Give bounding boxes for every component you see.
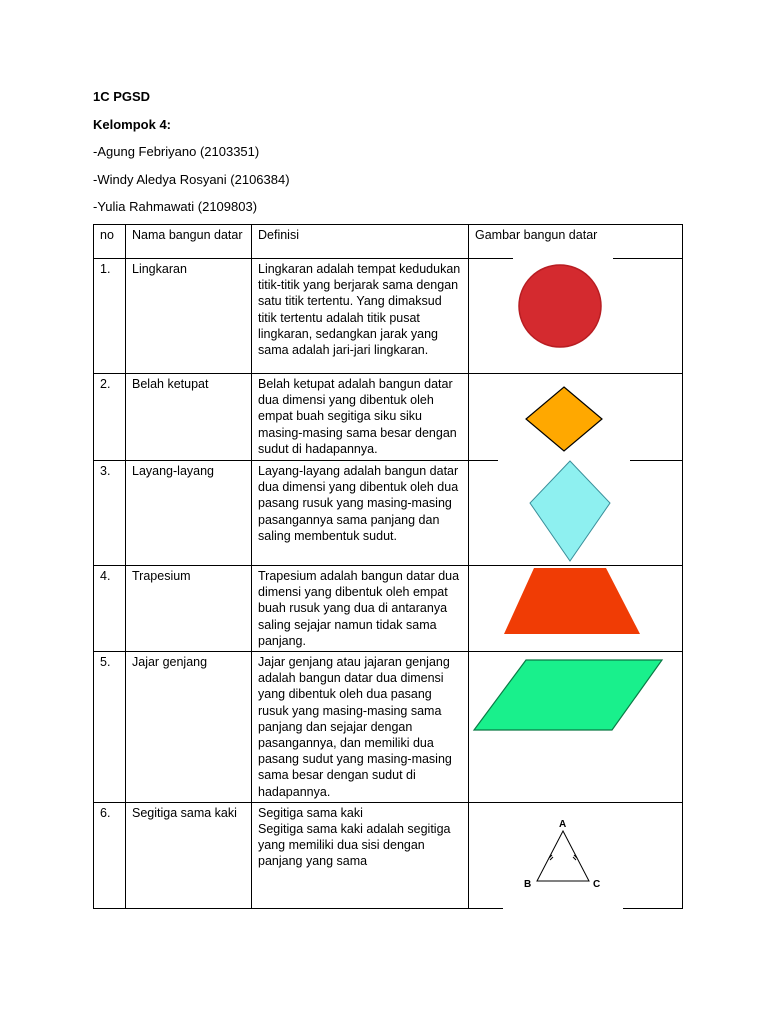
- kite-shape-icon: [498, 459, 630, 565]
- class-label: 1C PGSD: [93, 89, 151, 104]
- table-row: [94, 461, 683, 566]
- row-number: 3.: [94, 461, 126, 566]
- vertex-label-a: A: [559, 818, 567, 830]
- group-label: Kelompok 4:: [93, 117, 172, 132]
- shape-definition: Jajar genjang atau jajaran genjang adalah bangun datar dua dimensi yang dibentuk oleh dua pasang rusuk yang masing-masing sama panjang dan sejajar dengan pasangannya, dan memiliki dua pasang sudut yang masing-masing sama besar dengan sudut di hadapannya.: [252, 652, 469, 803]
- shape-image: [513, 258, 613, 362]
- shape-image: [498, 459, 630, 565]
- shape-definition: Belah ketupat adalah bangun datar dua dimensi yang dibentuk oleh empat buah segitiga siku siku masing-masing sama besar dengan sudut di hadapannya.: [252, 374, 469, 461]
- shape-picture-cell: [469, 652, 683, 803]
- table-row: [94, 566, 683, 652]
- header-name: Nama bangun datar: [126, 225, 252, 259]
- shape-name: Jajar genjang: [126, 652, 252, 803]
- shape-definition: [252, 802, 469, 908]
- table-row: [94, 652, 683, 803]
- row-number: 4.: [94, 566, 126, 652]
- isosceles-triangle-shape-icon: [503, 803, 623, 909]
- member-1: -Agung Febriyano (2103351): [93, 144, 260, 159]
- parallelogram-shape-icon: [469, 652, 681, 742]
- shape-picture-cell: [469, 259, 683, 374]
- member-3: -Yulia Rahmawati (2109803): [93, 199, 258, 214]
- vertex-label-c: C: [593, 878, 601, 890]
- table-row: [94, 802, 683, 908]
- table-row: [94, 374, 683, 461]
- table-header-row: [94, 225, 683, 259]
- shape-name: Layang-layang: [126, 461, 252, 566]
- header-picture: Gambar bangun datar: [469, 225, 683, 259]
- shape-image: [516, 379, 622, 459]
- shape-picture-cell: [469, 374, 683, 461]
- definition-text: Segitiga sama kaki adalah segitiga yang memiliki dua sisi dengan panjang yang sama: [258, 822, 451, 869]
- trapezoid-shape-icon: [502, 566, 644, 646]
- row-number: 5.: [94, 652, 126, 803]
- row-number: 2.: [94, 374, 126, 461]
- rhombus-shape-icon: [516, 379, 622, 459]
- shape-name: Segitiga sama kaki: [126, 802, 252, 908]
- vertex-label-b: B: [524, 878, 532, 890]
- circle-shape-icon: [513, 258, 613, 362]
- shape-definition: Trapesium adalah bangun datar dua dimensi yang dibentuk oleh empat buah rusuk yang dua di antaranya saling sejajar namun tidak sama panjang.: [252, 566, 469, 652]
- shape-image: [502, 566, 644, 646]
- row-number: 1.: [94, 259, 126, 374]
- row-number: 6.: [94, 802, 126, 908]
- shape-definition: Lingkaran adalah tempat kedudukan titik-titik yang berjarak sama dengan satu titik tertentu. Yang dimaksud titik tertentu adalah titik pusat lingkaran, sedangkan jarak yang sama adalah jari-jari lingkaran.: [252, 259, 469, 374]
- shape-name: Belah ketupat: [126, 374, 252, 461]
- header-definition: Definisi: [252, 225, 469, 259]
- header-no: no: [94, 225, 126, 259]
- shapes-table: [93, 224, 683, 909]
- shape-picture-cell: [469, 461, 683, 566]
- shape-image: [469, 652, 681, 742]
- shape-name: Trapesium: [126, 566, 252, 652]
- definition-title: Segitiga sama kaki: [258, 805, 363, 820]
- shape-picture-cell: [469, 566, 683, 652]
- shape-name: Lingkaran: [126, 259, 252, 374]
- table-row: [94, 259, 683, 374]
- member-2: -Windy Aledya Rosyani (2106384): [93, 172, 290, 187]
- shape-picture-cell: [469, 802, 683, 908]
- shape-definition: Layang-layang adalah bangun datar dua dimensi yang dibentuk oleh dua pasang rusuk yang masing-masing pasangannya sama panjang dan saling membentuk sudut.: [252, 461, 469, 566]
- shape-image: [503, 803, 623, 909]
